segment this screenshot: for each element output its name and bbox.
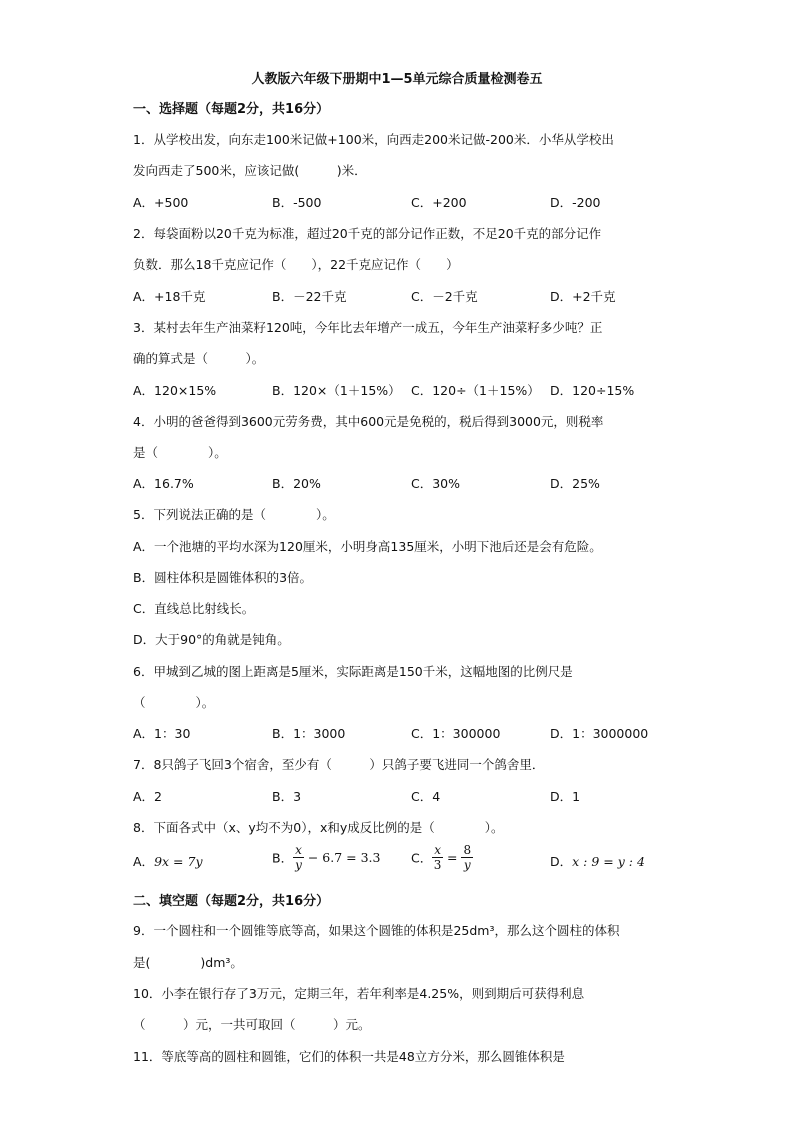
question-1-option-c: C．+200 <box>411 195 467 210</box>
section-heading-fill: 二、填空题（每题2分，共16分） <box>133 894 330 909</box>
question-8-option-d <box>550 852 645 870</box>
equation-a: 9x = 7y <box>154 854 203 869</box>
question-7-option-b: B．3 <box>272 789 302 804</box>
question-6-option-c: C．1：300000 <box>411 726 501 741</box>
question-2-text-cont: 负数．那么18千克应记作（ ），22千克应记作（ ） <box>133 257 459 272</box>
question-8-option-a <box>133 852 203 870</box>
question-6-option-a: A．1：30 <box>133 726 191 741</box>
option-label: A． <box>133 854 155 869</box>
question-1-text: 1．从学校出发，向东走100米记做+100米，向西走200米记做-200米．小华从学校出 <box>133 132 614 147</box>
question-5-option-d: D．大于90°的角就是钝角。 <box>133 632 290 647</box>
numerator: x <box>295 843 302 857</box>
question-1-option-d: D．-200 <box>550 195 601 210</box>
question-6-text: 6．甲城到乙城的图上距离是5厘米，实际距离是150千米，这幅地图的比例尺是 <box>133 664 573 679</box>
question-4-option-a: A．16.7% <box>133 476 194 491</box>
question-5-option-a: A．一个池塘的平均水深为120厘米，小明身高135厘米，小明下池后还是会有危险。 <box>133 539 602 554</box>
fraction-x-over-3 <box>432 843 443 872</box>
question-8-text: 8．下面各式中（x、y均不为0），x和y成反比例的是（ ）。 <box>133 820 504 835</box>
question-4-text-cont: 是（ ）。 <box>133 445 227 460</box>
question-7-text: 7．8只鸽子飞回3个宿舍，至少有（ ）只鸽子要飞进同一个鸽舍里． <box>133 757 545 772</box>
question-1-text-cont: 发向西走了500米，应该记做( )米． <box>133 163 367 178</box>
question-3-option-d: D．120÷15% <box>550 383 635 398</box>
question-1-option-b: B．-500 <box>272 195 322 210</box>
question-5-option-c: C．直线总比射线长。 <box>133 601 255 616</box>
question-11-text: 11．等底等高的圆柱和圆锥，它们的体积一共是48立方分米，那么圆锥体积是 <box>133 1049 565 1064</box>
denominator: y <box>463 858 471 872</box>
question-4-text: 4．小明的爸爸得到3600元劳务费，其中600元是免税的，税后得到3000元，则税率 <box>133 414 604 429</box>
equation-d: x : 9 = y : 4 <box>572 854 645 869</box>
question-1-option-a: A．+500 <box>133 195 189 210</box>
question-7-option-d: D．1 <box>550 789 581 804</box>
section-heading-choice: 一、选择题（每题2分，共16分） <box>133 102 330 117</box>
question-8-option-b <box>272 843 380 872</box>
fraction-x-over-y <box>293 843 304 872</box>
question-2-option-d: D．+2千克 <box>550 289 616 304</box>
question-6-option-b: B．1：3000 <box>272 726 346 741</box>
question-2-option-b: B．－22千克 <box>272 289 347 304</box>
question-10-text: 10．小李在银行存了3万元，定期三年，若年利率是4.25%，则到期后可获得利息 <box>133 986 585 1001</box>
question-2-option-c: C．－2千克 <box>411 289 478 304</box>
question-5-text: 5．下列说法正确的是（ ）。 <box>133 507 335 522</box>
question-3-text: 3．某村去年生产油菜籽120吨，今年比去年增产一成五，今年生产油菜籽多少吨？正 <box>133 320 603 335</box>
denominator: y <box>295 858 302 872</box>
question-3-option-b: B．120×（1＋15%） <box>272 383 401 398</box>
fraction-8-over-y <box>461 843 473 872</box>
question-9-text-cont: 是( )dm³。 <box>133 955 243 970</box>
question-6-option-d: D．1：3000000 <box>550 726 649 741</box>
option-label: D． <box>550 854 573 869</box>
numerator: x <box>434 843 442 857</box>
page-title: 人教版六年级下册期中1—5单元综合质量检测卷五 <box>251 72 543 87</box>
question-6-text-cont: （ ）。 <box>133 695 215 710</box>
option-label: C． <box>411 850 433 866</box>
question-2-text: 2．每袋面粉以20千克为标准，超过20千克的部分记作正数，不足20千克的部分记作 <box>133 226 602 241</box>
numerator: 8 <box>463 843 472 857</box>
denominator: 3 <box>433 858 442 872</box>
question-2-option-a: A．+18千克 <box>133 289 206 304</box>
question-4-option-b: B．20% <box>272 476 321 491</box>
option-label: B． <box>272 850 294 866</box>
question-7-option-a: A．2 <box>133 789 163 804</box>
question-5-option-b: B．圆柱体积是圆锥体积的3倍。 <box>133 570 313 585</box>
question-3-option-a: A．120×15% <box>133 383 217 398</box>
equation-b-rest: − 6.7 = 3.3 <box>307 850 381 865</box>
question-9-text: 9．一个圆柱和一个圆锥等底等高，如果这个圆锥的体积是25dm³，那么这个圆柱的体积 <box>133 923 620 938</box>
question-4-option-d: D．25% <box>550 476 600 491</box>
question-4-option-c: C．30% <box>411 476 461 491</box>
equals-sign: = <box>447 850 458 865</box>
question-8-option-c <box>411 843 473 872</box>
question-3-text-cont: 确的算式是（ ）。 <box>133 351 265 366</box>
question-3-option-c: C．120÷（1＋15%） <box>411 383 540 398</box>
question-10-text-cont: （ ）元，一共可取回（ ）元。 <box>133 1017 371 1032</box>
question-7-option-c: C．4 <box>411 789 441 804</box>
